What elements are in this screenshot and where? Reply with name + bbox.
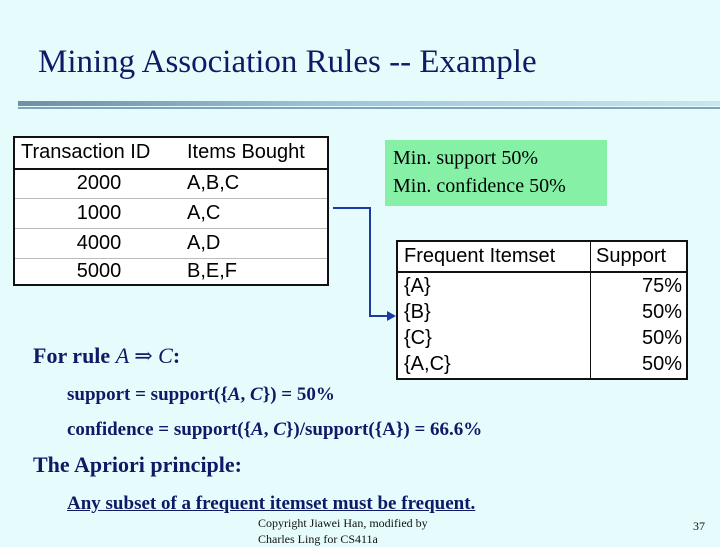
header-support: Support [596,245,667,267]
table-row [398,299,686,325]
confidence-eq-c: C [273,419,286,440]
itemset-cell: {B} [404,301,431,323]
support-eq-a: A [227,384,241,405]
support-eq-sep: , [240,384,251,405]
frequent-table-header [398,242,686,273]
rule-prefix: For rule [33,343,116,368]
apriori-heading: The Apriori principle: [33,452,242,477]
header-items-bought: Items Bought [187,141,305,163]
items-cell: A,C [187,202,221,224]
items-cell: A,D [187,232,221,254]
header-transaction-id: Transaction ID [21,141,151,163]
confidence-eq-lead: confidence = support({ [67,419,252,440]
support-cell: 50% [641,301,682,323]
items-cell: B,E,F [187,260,238,282]
support-eq-lead: support = support({ [67,384,228,405]
min-support-text: Min. support 50% [393,147,538,169]
table-row [398,351,686,377]
itemset-cell: {C} [404,327,432,349]
rule-heading [33,343,180,369]
confidence-eq-a: A [251,419,264,440]
table-row [398,325,686,351]
rule-consequent: C [158,343,173,368]
support-cell: 50% [641,327,682,349]
support-cell: 50% [641,353,682,375]
table-row [398,273,686,299]
confidence-eq-tail: })/support({A}) = 66.6% [285,419,483,440]
page-number: 37 [693,519,705,533]
support-eq-tail: }) = 50% [262,384,335,405]
frequent-itemset-table [396,240,688,380]
copyright-note: Copyright Jiawei Han, modified by Charles Ling for CS411a [258,516,428,546]
support-cell: 75% [641,275,682,297]
items-cell: A,B,C [187,172,240,194]
support-eq-c: C [250,384,263,405]
transaction-id-cell: 2000 [76,172,122,194]
apriori-description: Any subset of a frequent itemset must be frequent. [67,493,476,514]
header-frequent-itemset: Frequent Itemset [404,245,556,267]
itemset-cell: {A,C} [404,353,451,375]
implies-symbol: ⇒ [128,343,159,368]
transaction-id-cell: 4000 [76,232,122,254]
transaction-id-cell: 1000 [76,202,122,224]
rule-suffix: : [172,343,181,368]
min-confidence-text: Min. confidence 50% [393,175,566,197]
itemset-cell: {A} [404,275,431,297]
confidence-equation [67,419,482,441]
confidence-eq-sep: , [263,419,274,440]
transaction-id-cell: 5000 [76,260,122,282]
rule-antecedent: A [115,343,129,368]
slide-title: Mining Association Rules -- Example [38,44,537,80]
support-equation [67,384,335,406]
